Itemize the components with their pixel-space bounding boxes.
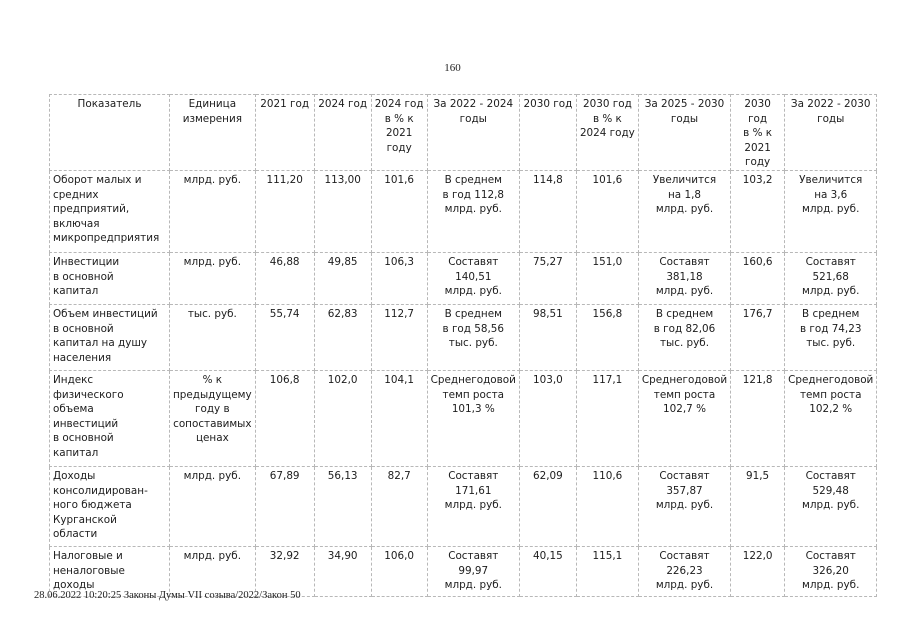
column-header: 2021 год [255, 95, 314, 171]
table-cell: В среднем в год 82,06 тыс. руб. [638, 304, 730, 370]
table-cell: тыс. руб. [170, 304, 256, 370]
table-cell: 115,1 [576, 546, 638, 596]
column-header: Показатель [50, 95, 170, 171]
table-cell: Увеличится на 3,6 млрд. руб. [785, 170, 877, 252]
table-cell: 160,6 [731, 252, 785, 304]
row-label: Доходы консолидирован- ного бюджета Курганской области [50, 466, 170, 546]
table-cell: Составят 226,23 млрд. руб. [638, 546, 730, 596]
table-cell: млрд. руб. [170, 466, 256, 546]
table-cell: % к предыдущему году в сопоставимых ценах [170, 370, 256, 466]
table-cell: 62,83 [314, 304, 371, 370]
table-cell: 75,27 [519, 252, 576, 304]
row-label: Инвестиции в основной капитал [50, 252, 170, 304]
column-header: За 2025 - 2030 годы [638, 95, 730, 171]
table-cell: 49,85 [314, 252, 371, 304]
table-cell: Среднегодовой темп роста 102,7 % [638, 370, 730, 466]
page-number: 160 [444, 62, 461, 74]
table-cell: 156,8 [576, 304, 638, 370]
row-label: Оборот малых и средних предприятий, включая микропредприятия [50, 170, 170, 252]
table-cell: 46,88 [255, 252, 314, 304]
table-cell: 106,8 [255, 370, 314, 466]
row-label: Объем инвестиций в основной капитал на душу населения [50, 304, 170, 370]
table-cell: Среднегодовой темп роста 102,2 % [785, 370, 877, 466]
column-header: 2030 год в % к 2024 году [576, 95, 638, 171]
table-cell: 176,7 [731, 304, 785, 370]
table-cell: 106,3 [371, 252, 427, 304]
table-cell: млрд. руб. [170, 252, 256, 304]
table-cell: В среднем в год 58,56 тыс. руб. [427, 304, 519, 370]
table-cell: Составят 326,20 млрд. руб. [785, 546, 877, 596]
header-row [50, 95, 877, 171]
column-header: 2030 год в % к 2021 году [731, 95, 785, 171]
table-cell: 117,1 [576, 370, 638, 466]
table-cell: Составят 171,61 млрд. руб. [427, 466, 519, 546]
table-cell: 103,0 [519, 370, 576, 466]
table-cell: 112,7 [371, 304, 427, 370]
table-cell: 103,2 [731, 170, 785, 252]
table-cell: В среднем в год 74,23 тыс. руб. [785, 304, 877, 370]
table-row [50, 252, 877, 304]
table-cell: 34,90 [314, 546, 371, 596]
column-header: За 2022 - 2024 годы [427, 95, 519, 171]
table-cell: 67,89 [255, 466, 314, 546]
table-cell: В среднем в год 112,8 млрд. руб. [427, 170, 519, 252]
table-cell: 151,0 [576, 252, 638, 304]
table-cell: 40,15 [519, 546, 576, 596]
table-cell: 55,74 [255, 304, 314, 370]
table-row [50, 304, 877, 370]
table-cell: 101,6 [371, 170, 427, 252]
table-cell: 62,09 [519, 466, 576, 546]
table-row [50, 546, 877, 596]
table-cell: 56,13 [314, 466, 371, 546]
footer-stamp: 28.06.2022 10:20:25 Законы Думы VII созыва/2022/Закон 50 [34, 590, 301, 601]
table-cell: Составят 381,18 млрд. руб. [638, 252, 730, 304]
table-cell: 82,7 [371, 466, 427, 546]
table-cell: 98,51 [519, 304, 576, 370]
table-cell: 113,00 [314, 170, 371, 252]
table-cell: 104,1 [371, 370, 427, 466]
table-cell: Среднегодовой темп роста 101,3 % [427, 370, 519, 466]
table-cell: 32,92 [255, 546, 314, 596]
table-cell: 110,6 [576, 466, 638, 546]
table-cell: Составят 99,97 млрд. руб. [427, 546, 519, 596]
row-label: Налоговые и неналоговые доходы [50, 546, 170, 596]
column-header: За 2022 - 2030 годы [785, 95, 877, 171]
row-label: Индекс физического объема инвестиций в основной капитал [50, 370, 170, 466]
table-header [50, 95, 877, 171]
table-body [50, 170, 877, 596]
column-header: Единица измерения [170, 95, 256, 171]
table-cell: млрд. руб. [170, 170, 256, 252]
table-cell: 91,5 [731, 466, 785, 546]
column-header: 2024 год в % к 2021 году [371, 95, 427, 171]
table-cell: 101,6 [576, 170, 638, 252]
table-cell: Увеличится на 1,8 млрд. руб. [638, 170, 730, 252]
table-row [50, 370, 877, 466]
table-cell: 114,8 [519, 170, 576, 252]
table-cell: млрд. руб. [170, 546, 256, 596]
table-cell: 111,20 [255, 170, 314, 252]
table-cell: 102,0 [314, 370, 371, 466]
indicators-table [49, 94, 877, 597]
table-cell: 106,0 [371, 546, 427, 596]
table-cell: Составят 529,48 млрд. руб. [785, 466, 877, 546]
table-cell: 121,8 [731, 370, 785, 466]
column-header: 2030 год [519, 95, 576, 171]
table-row [50, 170, 877, 252]
column-header: 2024 год [314, 95, 371, 171]
table-row [50, 466, 877, 546]
table-cell: Составят 521,68 млрд. руб. [785, 252, 877, 304]
table-cell: 122,0 [731, 546, 785, 596]
table-cell: Составят 140,51 млрд. руб. [427, 252, 519, 304]
table-cell: Составят 357,87 млрд. руб. [638, 466, 730, 546]
